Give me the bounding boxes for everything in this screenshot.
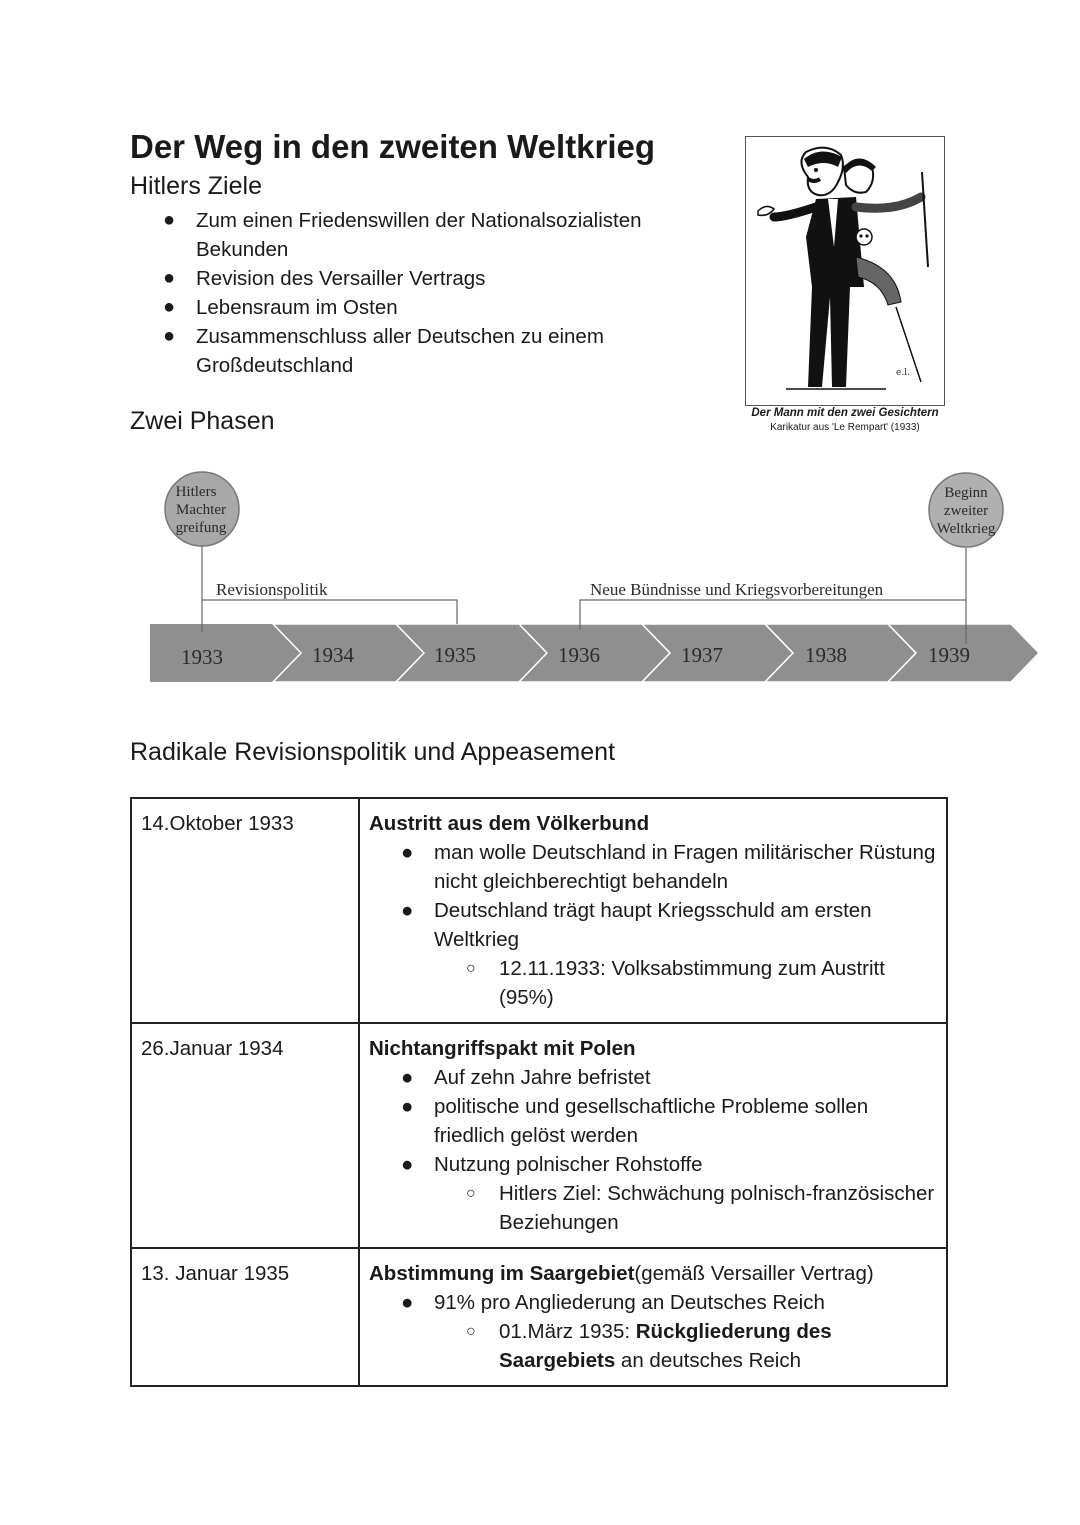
year-label: 1934 xyxy=(312,643,354,667)
phases-heading: Zwei Phasen xyxy=(130,407,275,435)
start-marker-line: Hitlers xyxy=(175,484,217,500)
circle-bullet-icon: ○ xyxy=(466,960,476,977)
list-item xyxy=(401,838,936,896)
goal-text: Lebensraum im Osten xyxy=(196,296,398,319)
list-item xyxy=(163,264,703,293)
phase2-label: Neue Bündnisse und Kriegsvorbereitungen xyxy=(590,580,884,599)
bullet-text: Auf zehn Jahre befristet xyxy=(434,1066,651,1089)
event-date: 14.Oktober 1933 xyxy=(131,798,359,1023)
list-item xyxy=(163,206,703,264)
sub-bullet-text: 01.März 1935: xyxy=(499,1320,636,1343)
cartoon-caption-title: Der Mann mit den zwei Gesichtern xyxy=(751,407,939,419)
circle-bullet-icon: ○ xyxy=(466,1185,476,1202)
year-label: 1939 xyxy=(928,643,970,667)
list-item xyxy=(466,1317,936,1375)
bullet-text: politische und gesellschaftliche Probleme sollen friedlich gelöst werden xyxy=(434,1095,869,1147)
year-label: 1937 xyxy=(681,643,723,667)
event-details xyxy=(359,1248,947,1386)
page-title: Der Weg in den zweiten Weltkrieg xyxy=(130,128,656,165)
event-date: 13. Januar 1935 xyxy=(131,1248,359,1386)
year-label: 1936 xyxy=(558,643,600,667)
goal-text: Zusammenschluss aller Deutschen zu einem Großdeutschland xyxy=(196,325,604,377)
start-marker-line: greifung xyxy=(175,520,227,536)
sub-bullet-bold-text: Rückgliederung des Saargebiets xyxy=(499,1320,832,1372)
year-label: 1938 xyxy=(805,643,847,667)
event-title: Austritt aus dem Völkerbund xyxy=(369,812,650,835)
timeline-segment-1933 xyxy=(150,624,301,682)
list-item xyxy=(401,1092,936,1150)
table-row xyxy=(131,1023,947,1248)
event-title-line xyxy=(369,1259,936,1288)
year-label: 1935 xyxy=(434,643,476,667)
list-item xyxy=(401,1288,936,1375)
bullet-icon: ● xyxy=(401,1095,414,1118)
caricature-illustration xyxy=(746,137,943,404)
list-item xyxy=(401,1063,936,1092)
bullet-icon: ● xyxy=(401,1153,414,1176)
events-table xyxy=(130,797,948,1387)
bullet-icon: ● xyxy=(401,1066,414,1089)
bullet-icon: ● xyxy=(163,267,176,289)
bullet-text: man wolle Deutschland in Fragen militärischer Rüstung nicht gleichberechtigt behandeln xyxy=(434,841,936,893)
event-title: Nichtangriffspakt mit Polen xyxy=(369,1037,636,1060)
bullet-icon: ● xyxy=(163,296,176,318)
sub-bullets xyxy=(434,954,936,1012)
list-item xyxy=(163,293,703,322)
event-details xyxy=(359,1023,947,1248)
list-item xyxy=(401,896,936,1012)
bullet-text: 91% pro Angliederung an Deutsches Reich xyxy=(434,1291,825,1314)
goals-heading: Hitlers Ziele xyxy=(130,172,262,200)
phase1-label: Revisionspolitik xyxy=(216,580,328,599)
event-title-suffix: (gemäß Versailler Vertrag) xyxy=(634,1262,874,1285)
sub-bullets xyxy=(434,1179,936,1237)
start-marker-line: Machter xyxy=(176,502,226,518)
circle-bullet-icon: ○ xyxy=(466,1323,476,1340)
event-details xyxy=(359,798,947,1023)
sub-bullets xyxy=(434,1317,936,1375)
bullet-icon: ● xyxy=(163,209,176,231)
table-row xyxy=(131,1248,947,1386)
timeline-diagram xyxy=(140,460,1050,690)
svg-text:e.l.: e.l. xyxy=(896,368,910,378)
list-item xyxy=(466,954,936,1012)
list-item xyxy=(163,322,703,380)
list-item xyxy=(466,1179,936,1237)
event-bullets xyxy=(369,1063,936,1237)
bullet-icon: ● xyxy=(401,1291,414,1314)
event-bullets xyxy=(369,1288,936,1375)
section-heading: Radikale Revisionspolitik und Appeasement xyxy=(130,738,616,766)
bullet-icon: ● xyxy=(163,325,176,347)
bullet-text: Nutzung polnischer Rohstoffe xyxy=(434,1153,703,1176)
bullet-icon: ● xyxy=(401,899,414,922)
year-label: 1933 xyxy=(181,645,223,669)
goal-text: Zum einen Friedenswillen der Nationalsozialisten Bekunden xyxy=(196,209,642,261)
end-marker-line: Weltkrieg xyxy=(936,521,996,537)
bullet-icon: ● xyxy=(401,841,414,864)
end-marker-line: Beginn xyxy=(944,485,988,501)
sub-bullet-text: an deutsches Reich xyxy=(615,1349,801,1372)
event-date: 26.Januar 1934 xyxy=(131,1023,359,1248)
end-marker-line: zweiter xyxy=(943,503,989,519)
sub-bullet-text: 12.11.1933: Volksabstimmung zum Austritt (95%) xyxy=(499,957,885,1009)
sub-bullet-text: Hitlers Ziel: Schwächung polnisch-französischer Beziehungen xyxy=(499,1182,935,1234)
cartoon-image xyxy=(745,136,945,406)
event-bullets xyxy=(369,838,936,1012)
bullet-text: Deutschland trägt haupt Kriegsschuld am ersten Weltkrieg xyxy=(434,899,872,951)
goal-text: Revision des Versailler Vertrags xyxy=(196,267,486,290)
event-title: Abstimmung im Saargebiet xyxy=(369,1262,635,1285)
goals-list xyxy=(163,206,703,380)
list-item xyxy=(401,1150,936,1237)
table-row xyxy=(131,798,947,1023)
cartoon-caption-source: Karikatur aus 'Le Rempart' (1933) xyxy=(770,422,920,433)
